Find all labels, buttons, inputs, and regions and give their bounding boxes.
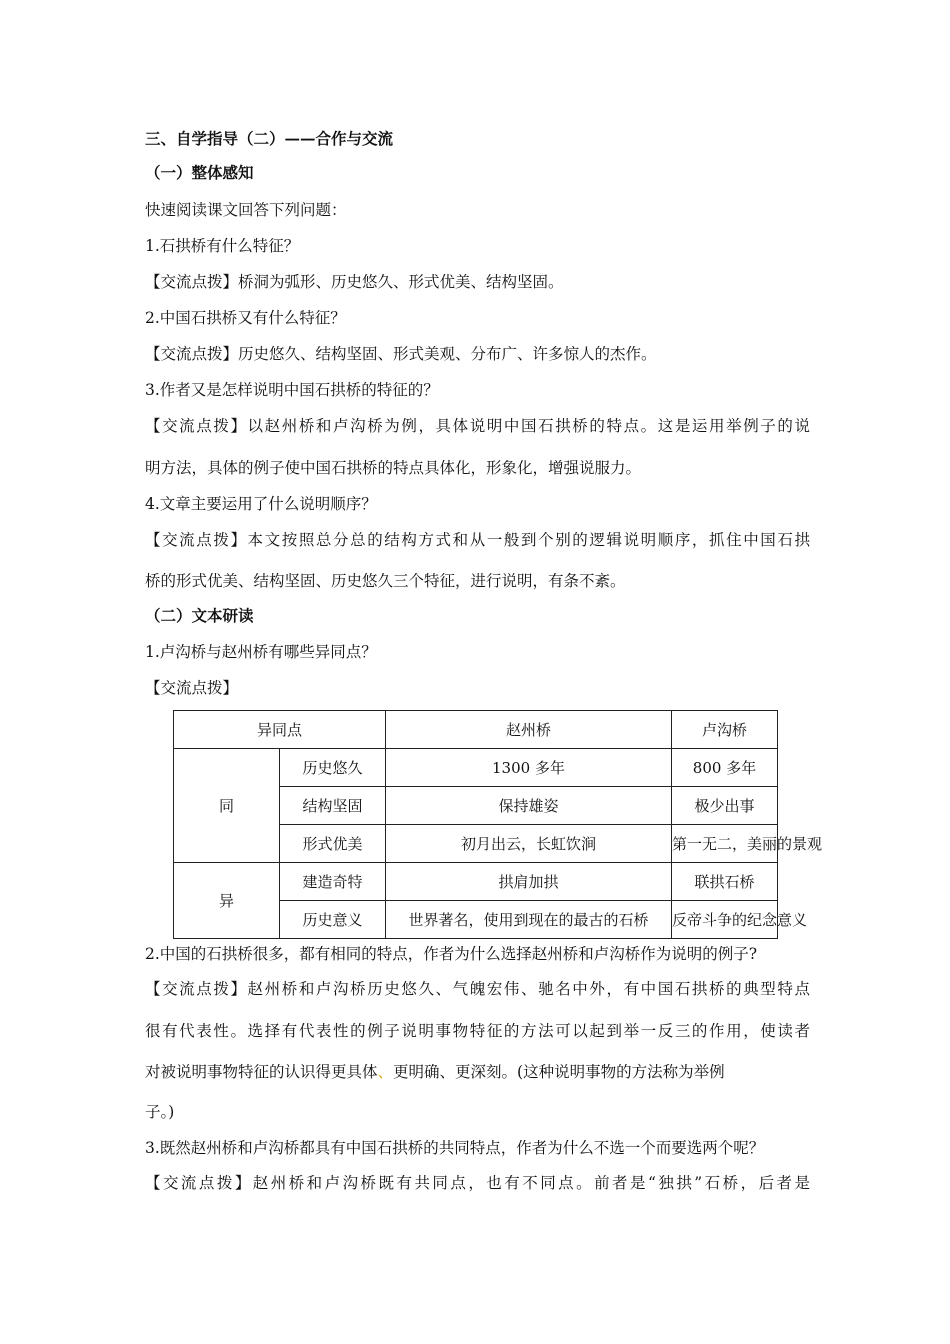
group-diff-cell: 异 — [174, 863, 280, 939]
table-header-row — [174, 711, 778, 749]
part1-answer-1: 【交流点拨】桥洞为弧形、历史悠久、形式优美、结构坚固。 — [145, 273, 564, 291]
part2-heading: （二）文本研读 — [145, 606, 254, 625]
part1-answer-4-line-1: 【交流点拨】本文按照总分总的结构方式和从一般到个别的逻辑说明顺序，抓住中国石拱 — [145, 531, 810, 549]
table-header-cell: 异同点 — [174, 711, 386, 749]
answer-text: 更明确、更深刻。(这种说明事物的方法称为举例 — [393, 1063, 725, 1081]
part2-question-1: 1.卢沟桥与赵州桥有哪些异同点？ — [145, 643, 377, 661]
table-cell: 结构坚固 — [280, 787, 386, 825]
section-title: 三、自学指导（二）——合作与交流 — [145, 129, 394, 148]
table-cell: 极少出事 — [672, 787, 778, 825]
table-row — [174, 863, 778, 901]
part1-question-2: 2.中国石拱桥又有什么特征？ — [145, 309, 346, 327]
table-cell: 第一无二，美丽的景观 — [672, 825, 778, 863]
punctuation-mark: 、 — [377, 1063, 394, 1081]
table-cell: 初月出云，长虹饮涧 — [386, 825, 672, 863]
part1-intro: 快速阅读课文回答下列问题： — [145, 201, 347, 219]
table-cell: 联拱石桥 — [672, 863, 778, 901]
table-cell: 保持雄姿 — [386, 787, 672, 825]
table-row — [174, 749, 778, 787]
part1-answer-4-line-2: 桥的形式优美、结构坚固、历史悠久三个特征，进行说明，有条不紊。 — [145, 572, 626, 590]
part1-heading: （一）整体感知 — [145, 163, 254, 182]
table-cell: 拱肩加拱 — [386, 863, 672, 901]
part2-answer-2-line-1: 【交流点拨】赵州桥和卢沟桥历史悠久、气魄宏伟、驰名中外，有中国石拱桥的典型特点 — [145, 980, 810, 998]
table-cell: 历史意义 — [280, 901, 386, 939]
table-cell: 世界著名，使用到现在的最古的石桥 — [386, 901, 672, 939]
table-cell: 1300 多年 — [386, 749, 672, 787]
table-cell: 历史悠久 — [280, 749, 386, 787]
group-same-cell: 同 — [174, 749, 280, 863]
table-cell: 800 多年 — [672, 749, 778, 787]
part1-answer-2: 【交流点拨】历史悠久、结构坚固、形式美观、分布广、许多惊人的杰作。 — [145, 345, 657, 363]
table-cell: 反帝斗争的纪念意义 — [672, 901, 778, 939]
table-header-cell: 赵州桥 — [386, 711, 672, 749]
part2-answer-2-line-2: 很有代表性。选择有代表性的例子说明事物特征的方法可以起到举一反三的作用，使读者 — [145, 1022, 810, 1040]
part1-question-3: 3.作者又是怎样说明中国石拱桥的特征的？ — [145, 381, 439, 399]
part2-answer-1-label: 【交流点拨】 — [145, 679, 239, 697]
part2-answer-2-line-3 — [145, 1061, 810, 1083]
part1-answer-3-line-2: 明方法，具体的例子使中国石拱桥的特点具体化，形象化，增强说服力。 — [145, 459, 642, 477]
part1-question-4: 4.文章主要运用了什么说明顺序？ — [145, 495, 377, 513]
table-header-cell: 卢沟桥 — [672, 711, 778, 749]
part2-answer-2-line-4: 子。) — [145, 1103, 175, 1121]
part1-answer-3-line-1: 【交流点拨】以赵州桥和卢沟桥为例，具体说明中国石拱桥的特点。这是运用举例子的说 — [145, 417, 810, 435]
table-cell: 形式优美 — [280, 825, 386, 863]
comparison-table — [173, 710, 823, 939]
part2-question-3: 3.既然赵州桥和卢沟桥都具有中国石拱桥的共同特点，作者为什么不选一个而要选两个呢？ — [145, 1139, 765, 1157]
part1-question-1: 1.石拱桥有什么特征？ — [145, 237, 300, 255]
table-cell: 建造奇特 — [280, 863, 386, 901]
answer-text: 对被说明事物特征的认识得更具体 — [145, 1063, 378, 1081]
part2-question-2: 2.中国的石拱桥很多，都有相同的特点，作者为什么选择赵州桥和卢沟桥作为说明的例子? — [145, 945, 758, 963]
part2-answer-3-line-1: 【交流点拨】赵州桥和卢沟桥既有共同点，也有不同点。前者是“独拱”石桥，后者是 — [145, 1174, 810, 1192]
